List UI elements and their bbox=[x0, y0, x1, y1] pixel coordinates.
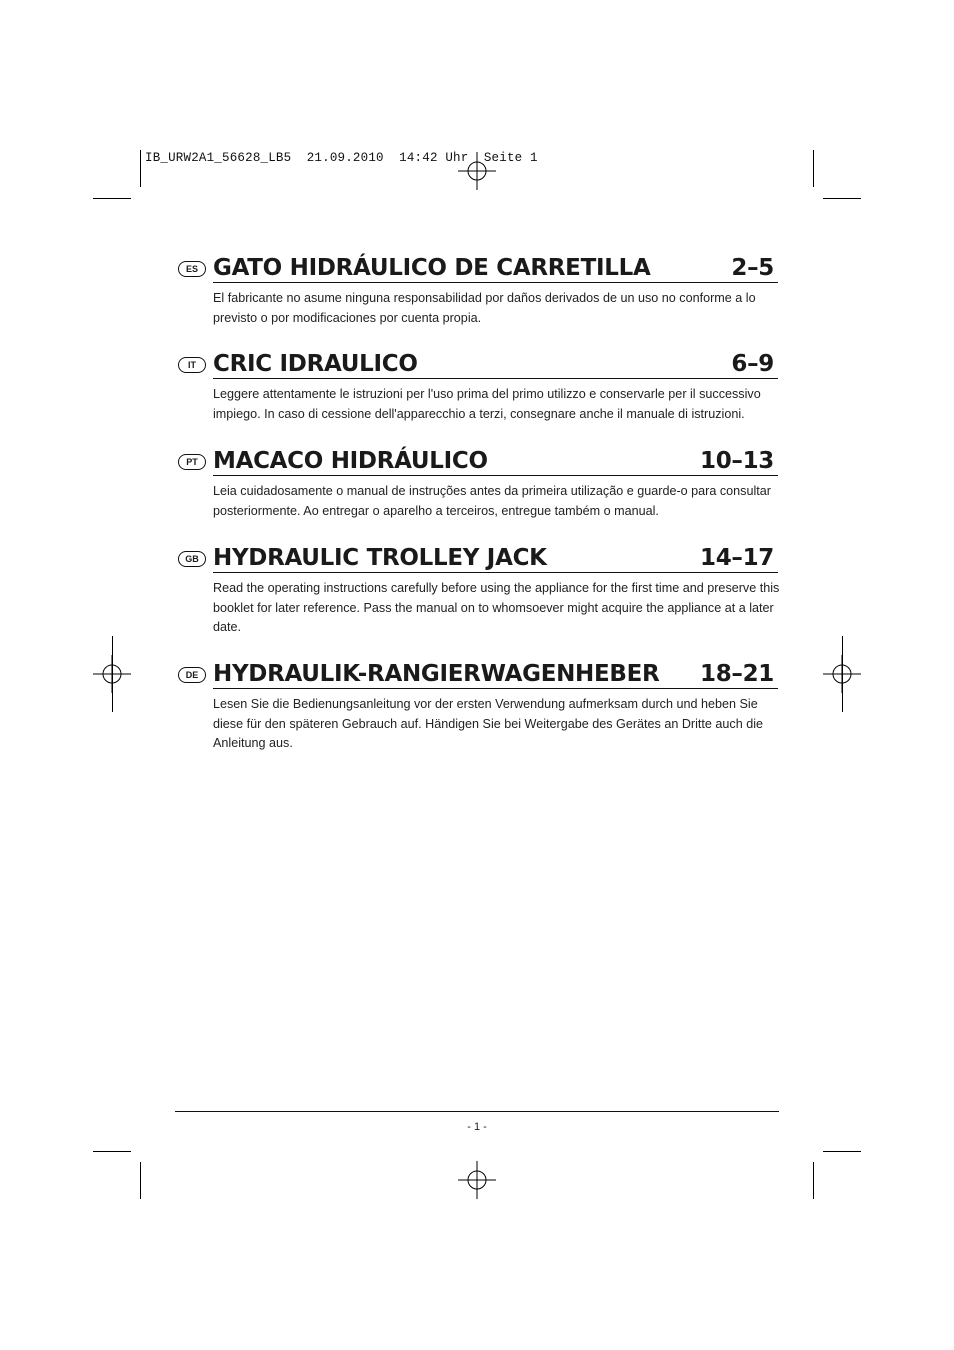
section-title: HYDRAULIK-RANGIERWAGENHEBER bbox=[213, 661, 660, 687]
crop-mark bbox=[823, 198, 861, 199]
page-number: - 1 - bbox=[467, 1121, 487, 1133]
crop-mark bbox=[93, 1151, 131, 1152]
crop-mark bbox=[813, 150, 814, 187]
language-badge: GB bbox=[178, 551, 206, 567]
section-description: Leggere attentamente le istruzioni per l'uso prima del primo utilizzo e conservarle per il successivo impiego. In caso di cessione dell'apparecchio a terzi, consegnare anche il manuale di istruzioni. bbox=[213, 387, 761, 421]
language-badge: ES bbox=[178, 261, 206, 277]
section-title: GATO HIDRÁULICO DE CARRETILLA bbox=[213, 255, 651, 281]
crop-mark bbox=[813, 1162, 814, 1199]
section-title: CRIC IDRAULICO bbox=[213, 351, 418, 377]
section-heading[interactable] bbox=[213, 660, 778, 689]
registration-mark-icon bbox=[458, 1161, 496, 1199]
section-title: MACACO HIDRÁULICO bbox=[213, 448, 488, 474]
section-title: HYDRAULIC TROLLEY JACK bbox=[213, 545, 547, 571]
page-range: 6–9 bbox=[731, 351, 774, 377]
section-description: Leia cuidadosamente o manual de instruções antes da primeira utilização e guarde-o para consultar posteriormente. Ao entregar o aparelho a terceiros, entregue também o manual. bbox=[213, 484, 771, 518]
crop-mark bbox=[140, 150, 141, 187]
page-range: 10–13 bbox=[699, 448, 774, 474]
footer-divider bbox=[175, 1111, 779, 1112]
page-range: 2–5 bbox=[731, 255, 774, 281]
section-heading[interactable] bbox=[213, 254, 778, 283]
crop-mark bbox=[93, 198, 131, 199]
section-description: Lesen Sie die Bedienungsanleitung vor der ersten Verwendung aufmerksam durch und heben Sie diese für den späteren Gebrauch auf. Händigen Sie bei Weitergabe des Gerätes an Dritte auch die Anleitung aus. bbox=[213, 697, 764, 751]
crop-mark bbox=[112, 636, 113, 712]
section-description: El fabricante no asume ninguna responsabilidad por daños derivados de un uso no conforme a lo previsto o por modificaciones por cuenta propia. bbox=[213, 291, 756, 325]
page-range: 18–21 bbox=[699, 661, 774, 687]
registration-mark-icon bbox=[458, 152, 496, 190]
section-heading[interactable] bbox=[213, 447, 778, 476]
language-badge: DE bbox=[178, 667, 206, 683]
print-slug: IB_URW2A1_56628_LB5 21.09.2010 14:42 Uhr Seite 1 bbox=[145, 151, 538, 165]
language-badge: IT bbox=[178, 357, 206, 373]
crop-mark bbox=[823, 1151, 861, 1152]
page-range: 14–17 bbox=[699, 545, 774, 571]
section-heading[interactable] bbox=[213, 544, 778, 573]
section-description: Read the operating instructions carefully before using the appliance for the first time and preserve this booklet for later reference. Pass the manual on to whomsoever might acquire the appliance at a later date. bbox=[213, 581, 780, 635]
crop-mark bbox=[842, 636, 843, 712]
language-badge: PT bbox=[178, 454, 206, 470]
crop-mark bbox=[140, 1162, 141, 1199]
section-heading[interactable] bbox=[213, 350, 778, 379]
